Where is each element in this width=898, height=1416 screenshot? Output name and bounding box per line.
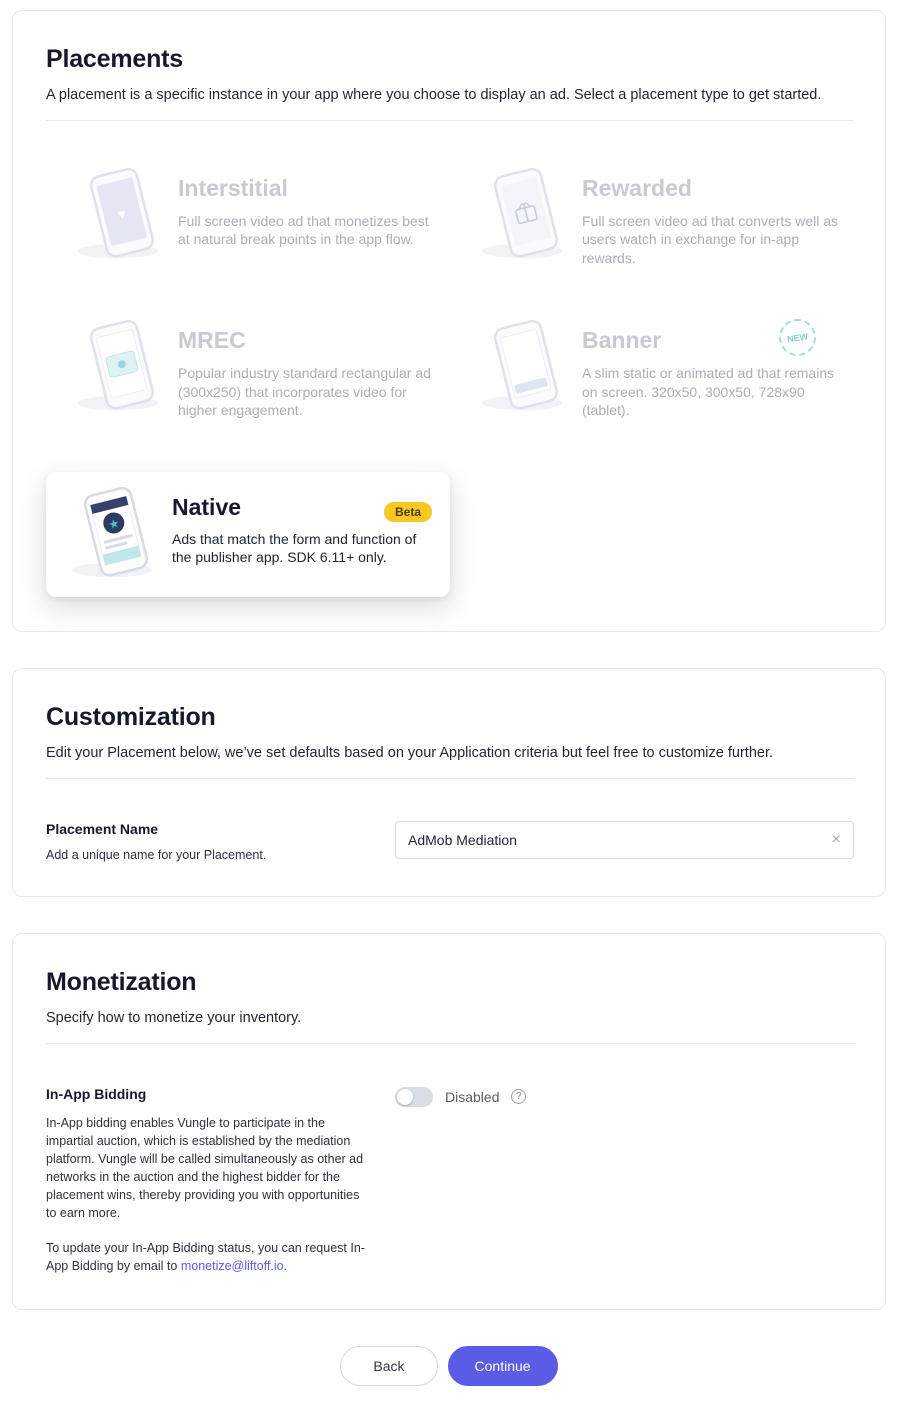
placement-name-row [46, 821, 854, 862]
in-app-bidding-note: To update your In-App Bidding status, you can request In-App Bidding by email to [46, 1240, 365, 1273]
svg-text:★: ★ [107, 515, 121, 532]
placement-type-description: Popular industry standard rectangular ad (300x250) that incorporates video for higher engagement. [178, 365, 431, 419]
placement-type-mrec[interactable] [46, 319, 450, 419]
help-icon[interactable]: ? [511, 1089, 526, 1104]
monetization-card [12, 933, 886, 1310]
customization-subtitle: Edit your Placement below, we’ve set defaults based on your Application criteria but feel free to customize further. [46, 744, 774, 761]
back-button[interactable]: Back [340, 1346, 437, 1386]
placement-type-description: A slim static or animated ad that remains on screen. 320x50, 300x50, 728x90 (tablet). [582, 365, 835, 419]
monetization-title: Monetization [46, 967, 197, 996]
placement-name-input-wrap [395, 821, 854, 859]
monetization-subtitle: Specify how to monetize your inventory. [46, 1009, 302, 1026]
placement-type-title: Native [172, 493, 242, 520]
in-app-bidding-row [46, 1086, 854, 1275]
divider [46, 778, 854, 779]
in-app-bidding-description: In-App bidding enables Vungle to participate in the impartial auction, which is established by the mediation platform. Vungle will be called simultaneously as other ad networks in the auction and the highest bidder for the placement wins, thereby providing you with opportunities to earn more. [46, 1115, 364, 1221]
interstitial-phone-icon [66, 167, 176, 262]
beta-badge: Beta [384, 502, 432, 522]
placement-type-rewarded[interactable] [450, 167, 854, 267]
note-suffix: . [283, 1258, 288, 1273]
customization-card [12, 668, 886, 897]
banner-phone-icon [470, 319, 580, 414]
placement-type-title: Banner [582, 327, 662, 354]
placement-type-interstitial[interactable] [46, 167, 450, 267]
continue-button[interactable]: Continue [448, 1346, 558, 1386]
placement-name-label: Placement Name [46, 820, 159, 837]
clear-input-icon[interactable]: × [831, 830, 841, 848]
divider [46, 120, 854, 121]
placement-type-banner[interactable] [450, 319, 854, 419]
in-app-bidding-status: Disabled [445, 1088, 500, 1105]
placement-type-native[interactable] [46, 472, 450, 597]
placement-name-help: Add a unique name for your Placement. [46, 847, 267, 862]
in-app-bidding-label: In-App Bidding [46, 1085, 147, 1102]
placement-type-grid [46, 167, 854, 597]
mrec-phone-icon [66, 319, 176, 414]
placement-type-description: Full screen video ad that monetizes best at natural break points in the app flow. [178, 213, 429, 248]
placement-type-description: Full screen video ad that converts well as users watch in exchange for in-app rewards. [582, 213, 839, 266]
rewarded-phone-icon [470, 167, 580, 262]
svg-text:♥: ♥ [115, 205, 128, 223]
toggle-knob [397, 1089, 413, 1105]
placements-subtitle: A placement is a specific instance in your app where you choose to display an ad. Select a placement type to get started. [46, 87, 822, 103]
placements-card [12, 10, 886, 632]
new-badge: NEW [777, 317, 819, 359]
placement-type-title: MREC [178, 327, 246, 354]
placement-type-title: Interstitial [178, 175, 288, 201]
in-app-bidding-toggle[interactable] [395, 1087, 433, 1107]
footer-actions [12, 1346, 886, 1386]
placement-type-title: Rewarded [582, 175, 692, 201]
placement-name-input[interactable] [408, 832, 824, 848]
customization-title: Customization [46, 702, 216, 731]
native-phone-icon [60, 486, 170, 581]
placements-title: Placements [46, 45, 183, 73]
monetize-email-link[interactable]: monetize@liftoff.io [180, 1258, 284, 1273]
placement-type-description: Ads that match the form and function of the publisher app. SDK 6.11+ only. [172, 530, 417, 566]
divider [46, 1043, 854, 1044]
